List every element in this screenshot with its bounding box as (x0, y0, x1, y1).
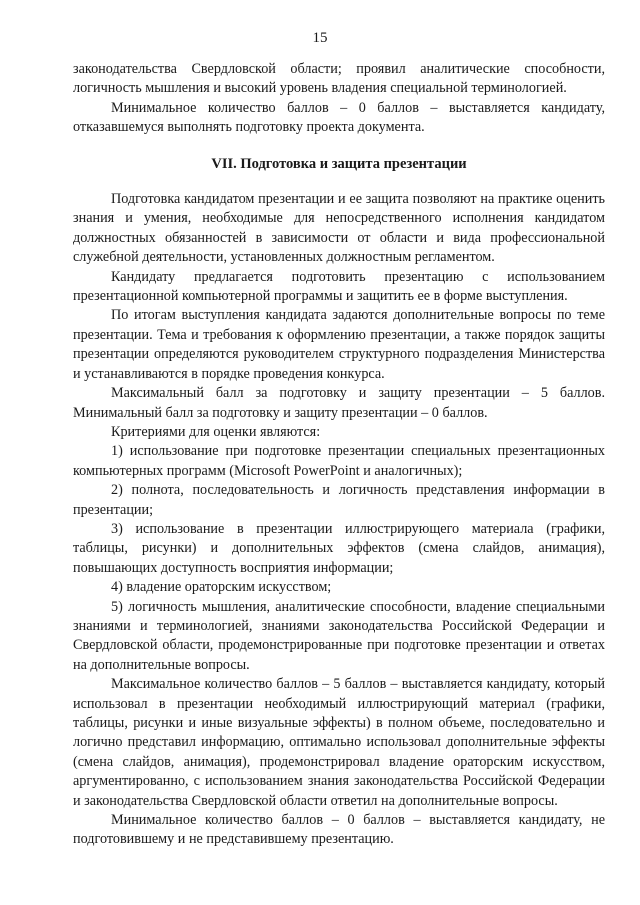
paragraph-maximum-score: Максимальное количество баллов – 5 баллов – выставляется кандидату, который использовал в презентации необходимый иллюстрирующий материал (графики, таблицы, рисунки и иные визуальные эффекты) в полном объеме, последовательно и логично представил информацию, оптимально использовал дополнительные эффекты (смена слайдов, анимация), продемонстрировал владение ораторским искусством, аргументированно, с использованием знания законодательства Российской Федерации и законодательства Свердловской области ответил на дополнительные вопросы. (73, 676, 605, 809)
section-heading: VII. Подготовка и защита презентации (211, 155, 467, 172)
paragraph-criteria-intro: Критериями для оценки являются: (111, 423, 321, 440)
criteria-item-5: 5) логичность мышления, аналитические способности, владение специальными знаниями и терминологией, знаниями законодательства Российской Федерации и Свердловской области, продемонстрированные при подготовке презентации и ответах на дополнительные вопросы. (73, 598, 605, 673)
paragraph-additional-questions: По итогам выступления кандидата задаются дополнительные вопросы по теме презентации. Тема и требования к оформлению презентации, а также порядок защиты презентации определяются руководителем структурного подразделения Министерства и устанавливаются в порядке проведения конкурса. (73, 307, 605, 382)
paragraph-continuation: законодательства Свердловской области; проявил аналитические способности, логичность мышления и высокий уровень владения специальной терминологией. (73, 61, 605, 97)
document-body (73, 60, 605, 850)
paragraph-minimum-score-document: Минимальное количество баллов – 0 баллов – выставляется кандидату, отказавшемуся выполнять подготовку проекта документа. (73, 99, 605, 136)
paragraph-presentation-purpose: Подготовка кандидатом презентации и ее защита позволяют на практике оценить знания и умения, необходимые для непосредственного исполнения кандидатом должностных обязанностей в зависимости от области и вида профессиональной служебной деятельности, установленных должностным регламентом. (73, 191, 605, 266)
criteria-item-3: 3) использование в презентации иллюстрирующего материала (графики, таблицы, рисунки) и дополнительных эффектов (смена слайдов, анимация), повышающих доступность восприятия информации; (73, 520, 605, 576)
paragraph-score-range: Максимальный балл за подготовку и защиту презентации – 5 баллов. Минимальный балл за подготовку и защиту презентации – 0 баллов. (73, 385, 605, 421)
criteria-item-4: 4) владение ораторским искусством; (111, 579, 332, 596)
paragraph-minimum-score-presentation: Минимальное количество баллов – 0 баллов – выставляется кандидату, не подготовившему и не представившему презентацию. (73, 812, 605, 848)
criteria-item-2: 2) полнота, последовательность и логичность представления информации в презентации; (73, 482, 605, 518)
page-number: 15 (312, 30, 328, 46)
paragraph-presentation-task: Кандидату предлагается подготовить презентацию с использованием презентационной компьютерной программы и защитить ее в форме выступления. (73, 268, 605, 305)
criteria-item-1: 1) использование при подготовке презентации специальных презентационных компьютерных программ (Microsoft PowerPoint и аналогичных); (73, 443, 605, 479)
